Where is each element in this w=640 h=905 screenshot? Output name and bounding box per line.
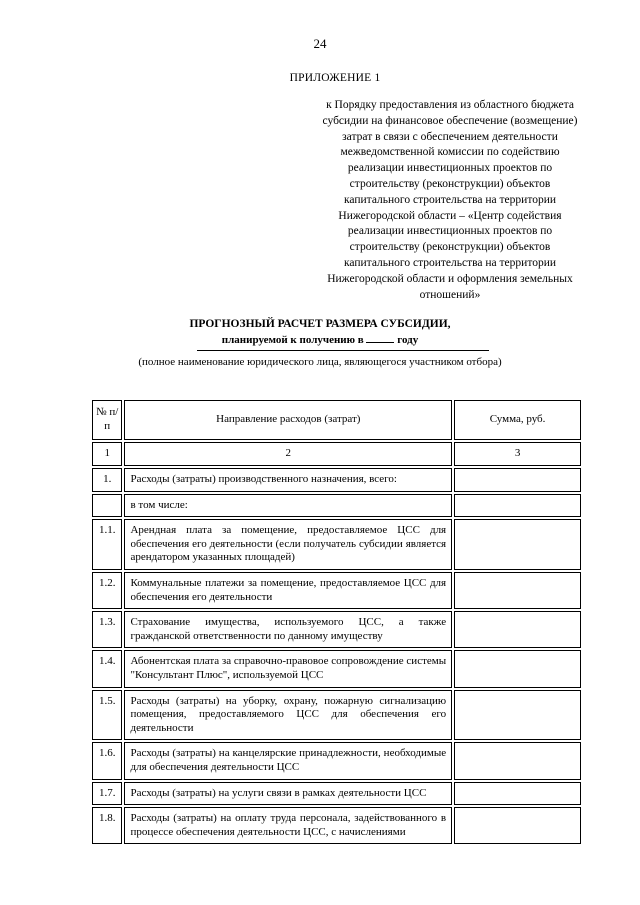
- row-sum: [454, 742, 581, 779]
- appendix-subtitle-line: строительству (реконструкции) объектов: [349, 241, 551, 254]
- table-row: [92, 782, 581, 806]
- table-row: [92, 572, 581, 609]
- row-num: 1.4.: [92, 650, 122, 687]
- appendix-subtitle-line: затрат в связи с обеспечением деятельности: [342, 130, 558, 143]
- table-row: [92, 742, 581, 779]
- table-row: [92, 519, 581, 570]
- heading-period-prefix: планируемой к получению в: [221, 334, 364, 346]
- table-row: [92, 690, 581, 741]
- row-num: 1.2.: [92, 572, 122, 609]
- table-header-row: [92, 400, 581, 440]
- row-sum: [454, 519, 581, 570]
- header-num: № п/п: [92, 400, 122, 440]
- row-text: Расходы (затраты) на оплату труда персонала, задействованного в процессе обеспечения деятельности ЦСС, с начислениями: [124, 807, 452, 844]
- appendix-subtitle-line: капитального строительства на территории: [343, 256, 556, 269]
- table-row: [92, 494, 581, 518]
- row-num: 1.1.: [92, 519, 122, 570]
- row-sum: [454, 782, 581, 806]
- index-cell: 2: [124, 442, 452, 466]
- row-sum: [454, 807, 581, 844]
- row-sum: [454, 650, 581, 687]
- index-cell: 1: [92, 442, 122, 466]
- year-blank: [366, 332, 394, 343]
- organization-name-line: [197, 350, 489, 351]
- row-text: Расходы (затраты) производственного назначения, всего:: [124, 468, 452, 492]
- row-sum: [454, 690, 581, 741]
- table-row: [92, 611, 581, 648]
- row-sum: [454, 494, 581, 518]
- header-direction: Направление расходов (затрат): [124, 400, 452, 440]
- row-text: Расходы (затраты) на уборку, охрану, пожарную сигнализацию помещения, предоставляемого ЦСС для обеспечения его деятельности: [124, 690, 452, 741]
- row-num: 1.: [92, 468, 122, 492]
- appendix-subtitle-line: строительству (реконструкции) объектов: [349, 177, 551, 190]
- row-num: 1.7.: [92, 782, 122, 806]
- appendix-subtitle-line: межведомственной комиссии по содействию: [340, 146, 560, 159]
- table-row: [92, 807, 581, 844]
- appendix-subtitle-line: субсидии на финансовое обеспечение (возмещение): [322, 114, 578, 127]
- appendix-subtitle-line: реализации инвестиционных проектов по: [347, 225, 553, 238]
- heading-period: [0, 332, 640, 348]
- table-row: [92, 468, 581, 492]
- appendix-subtitle-line: капитального строительства на территории: [343, 193, 556, 206]
- appendix-subtitle-line: Нижегородской области и оформления земельных: [327, 272, 573, 285]
- row-text: Расходы (затраты) на услуги связи в рамках деятельности ЦСС: [124, 782, 452, 806]
- table-row: [92, 650, 581, 687]
- row-num: 1.5.: [92, 690, 122, 741]
- heading-title: ПРОГНОЗНЫЙ РАСЧЕТ РАЗМЕРА СУБСИДИИ,: [189, 318, 451, 330]
- row-sum: [454, 611, 581, 648]
- row-text: Коммунальные платежи за помещение, предоставляемое ЦСС для обеспечения его деятельности: [124, 572, 452, 609]
- page-number: 24: [313, 36, 327, 51]
- row-num: 1.3.: [92, 611, 122, 648]
- header-sum: Сумма, руб.: [454, 400, 581, 440]
- appendix-subtitle-line: к Порядку предоставления из областного бюджета: [326, 99, 574, 111]
- table-index-row: [92, 442, 581, 466]
- document-heading: [0, 316, 640, 348]
- row-sum: [454, 468, 581, 492]
- row-text: в том числе:: [124, 494, 452, 518]
- appendix-subtitle-line: Нижегородской области – «Центр содействия: [338, 209, 562, 222]
- heading-period-suffix: году: [397, 334, 419, 346]
- row-num: 1.6.: [92, 742, 122, 779]
- appendix-subtitle: [300, 98, 600, 303]
- row-text: Расходы (затраты) на канцелярские принадлежности, необходимые для обеспечения деятельности ЦСС: [124, 742, 452, 779]
- row-sum: [454, 572, 581, 609]
- index-cell: 3: [454, 442, 581, 466]
- organization-note: (полное наименование юридического лица, являющегося участником отбора): [138, 356, 502, 368]
- calculation-table: [90, 398, 583, 846]
- appendix-subtitle-line: отношений»: [419, 288, 481, 301]
- appendix-subtitle-line: реализации инвестиционных проектов по: [347, 162, 553, 175]
- row-num: [92, 494, 122, 518]
- appendix-title: ПРИЛОЖЕНИЕ 1: [289, 72, 381, 84]
- row-text: Страхование имущества, используемого ЦСС, а также гражданской ответственности по данному имуществу: [124, 611, 452, 648]
- row-num: 1.8.: [92, 807, 122, 844]
- row-text: Арендная плата за помещение, предоставляемое ЦСС для обеспечения его деятельности (если получатель субсидии является арендатором указанных площадей): [124, 519, 452, 570]
- row-text: Абонентская плата за справочно-правовое сопровождение системы "Консультант Плюс", используемой ЦСС: [124, 650, 452, 687]
